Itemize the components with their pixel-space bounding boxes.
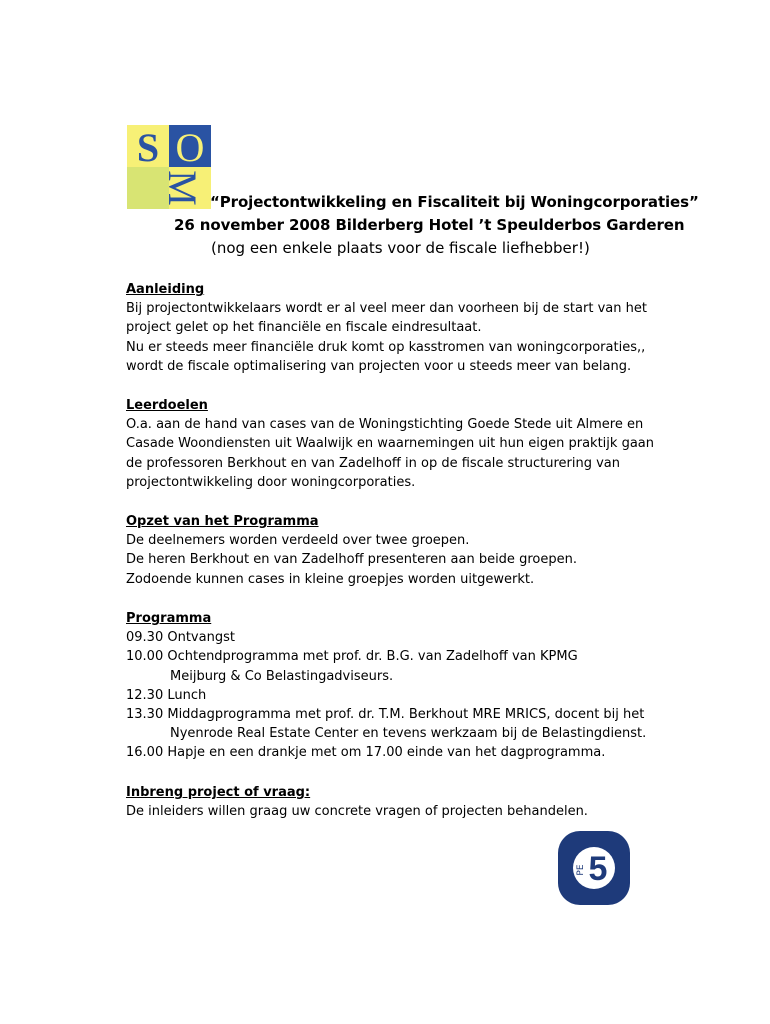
- schedule-item: 09.30 Ontvangst: [126, 630, 235, 646]
- paragraph-line: de professoren Berkhout en van Zadelhoff in op de fiscale structurering van: [126, 455, 621, 471]
- paragraph-line: De heren Berkhout en van Zadelhoff presenteren aan beide groepen.: [126, 552, 577, 568]
- schedule-item-continuation: Meijburg & Co Belastingadviseurs.: [170, 668, 394, 684]
- event-note: (nog een enkele plaats voor de fiscale liefhebber!): [211, 239, 590, 257]
- schedule-item: 16.00 Hapje en een drankje met om 17.00 einde van het dagprogramma.: [126, 745, 606, 761]
- logo-letter-m: M: [160, 170, 205, 206]
- paragraph-line: projectontwikkeling door woningcorporaties.: [126, 474, 416, 490]
- paragraph-line: Nu er steeds meer financiële druk komt op kasstromen van woningcorporaties,,: [126, 339, 646, 355]
- badge-ring-text: Koninklijk Nederlands Instituut van Registeraccountants: [557, 826, 698, 832]
- schedule-item-continuation: Nyenrode Real Estate Center en tevens werkzaam bij de Belastingdienst.: [170, 726, 647, 742]
- badge-number: 5: [588, 850, 608, 888]
- paragraph-line: Zodoende kunnen cases in kleine groepjes worden uitgewerkt.: [126, 571, 535, 587]
- heading-programma: Programma: [126, 611, 212, 626]
- section-leerdoelen: [126, 396, 654, 492]
- schedule-item: 10.00 Ochtendprogramma met prof. dr. B.G. van Zadelhoff van KPMG: [126, 649, 578, 665]
- section-opzet: [126, 512, 577, 589]
- paragraph-line: De inleiders willen graag uw concrete vragen of projecten behandelen.: [126, 804, 588, 820]
- logo-letter-o: O: [175, 125, 205, 170]
- som-logo: [127, 125, 211, 209]
- heading-leerdoelen: Leerdoelen: [126, 398, 208, 413]
- paragraph-line: wordt de fiscale optimalisering van projecten voor u steeds meer van belang.: [126, 358, 632, 374]
- schedule-item: 12.30 Lunch: [126, 687, 207, 703]
- paragraph-line: O.a. aan de hand van cases van de Woningstichting Goede Stede uit Almere en: [126, 417, 644, 433]
- event-title: “Projectontwikkeling en Fiscaliteit bij Woningcorporaties”: [210, 193, 699, 211]
- heading-inbreng: Inbreng project of vraag:: [126, 785, 311, 800]
- section-inbreng: [126, 783, 588, 821]
- event-date-location: 26 november 2008 Bilderberg Hotel ’t Speulderbos Garderen: [174, 216, 685, 234]
- schedule-item: 13.30 Middagprogramma met prof. dr. T.M. Berkhout MRE MRICS, docent bij het: [126, 707, 645, 723]
- badge-pe-label: PE: [576, 864, 586, 876]
- heading-opzet: Opzet van het Programma: [126, 514, 319, 529]
- paragraph-line: Bij projectontwikkelaars wordt er al veel meer dan voorheen bij de start van het: [126, 301, 647, 317]
- logo-letter-s: S: [136, 125, 160, 170]
- paragraph-line: Casade Woondiensten uit Waalwijk en waarnemingen uit hun eigen praktijk gaan: [126, 436, 654, 452]
- paragraph-line: De deelnemers worden verdeeld over twee groepen.: [126, 533, 470, 549]
- pe-points-badge: [557, 826, 698, 906]
- section-programma: [126, 609, 646, 763]
- heading-aanleiding: Aanleiding: [126, 282, 205, 297]
- section-aanleiding: [126, 280, 647, 376]
- paragraph-line: project gelet op het financiële en fiscale eindresultaat.: [126, 320, 482, 336]
